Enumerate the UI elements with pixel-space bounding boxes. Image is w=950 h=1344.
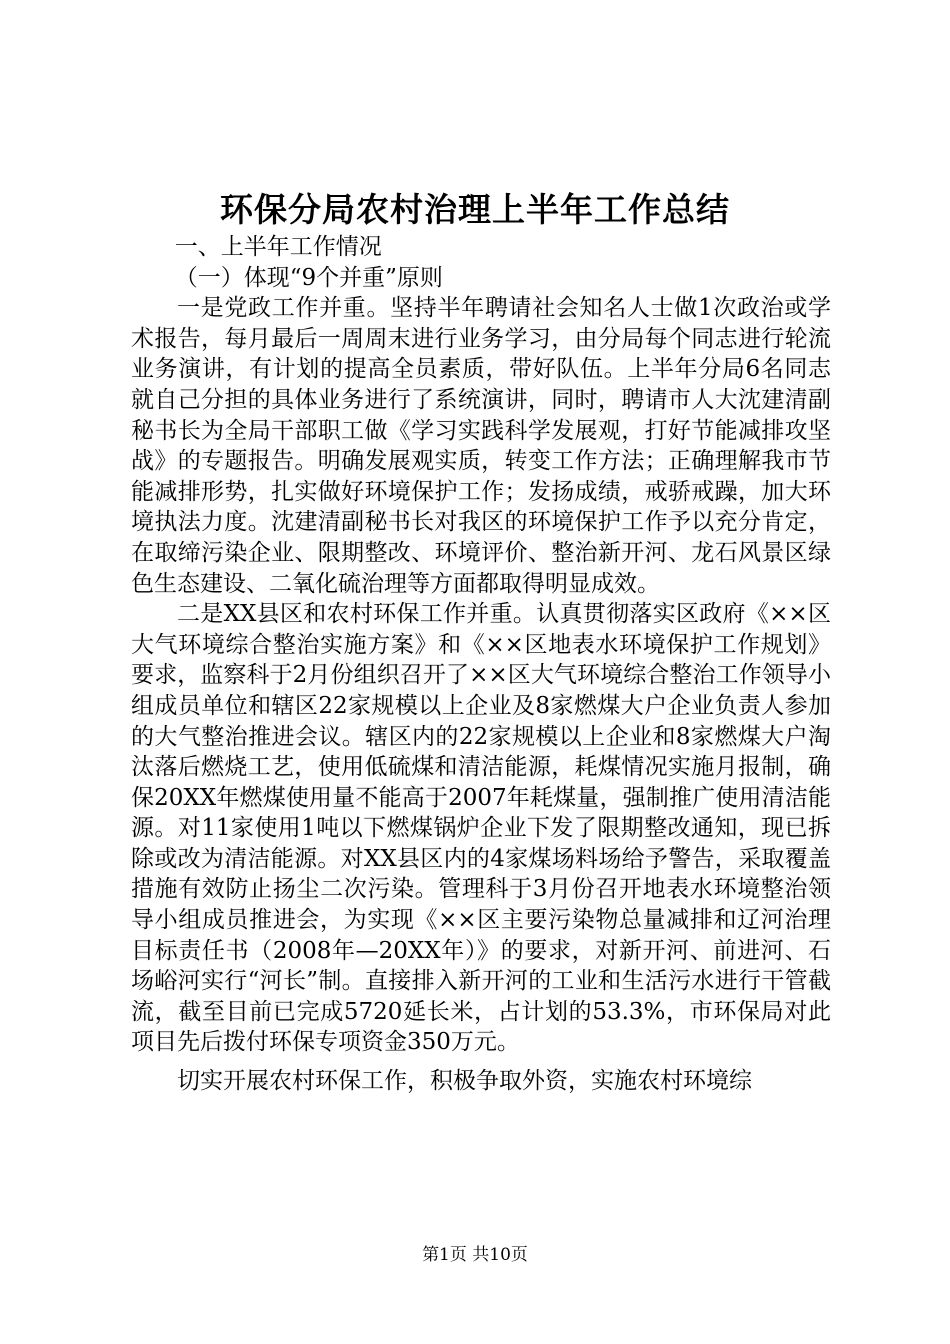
paragraph-rural-environment: 切实开展农村环保工作，积极争取外资，实施农村环境综 [177, 1068, 752, 1095]
paragraph-urban-rural-work: 二是XX县区和农村环保工作并重。认真贯彻落实区政府《××区大气环境综合整治实施方案》和《××区地表水环境保护工作规划》要求，监察科于2月份组织召开了××区大气环境综合整治工作领导小组成员单位和辖区22家规模以上企业及8家燃煤大户企业负责人参加的大气整治推进会议。辖区内的22家规模以上企业和8家燃煤大户淘汰落后燃烧工艺，使用低硫煤和清洁能源，耗煤情况实施月报制，确保20XX年燃煤使用量不能高于2007年耗煤量，强制推广使用清洁能源。对11家使用1吨以下燃煤锅炉企业下发了限期整改通知，现已拆除或改为清洁能源。对XX县区内的4家煤场料场给予警告，采取覆盖措施有效防止扬尘二次污染。管理科于3月份召开地表水环境整治领导小组成员推进会，为实现《××区主要污染物总量减排和辽河治理目标责任书（2008年—20XX年）》的要求，对新开河、前进河、石场峪河实行“河长”制。直接排入新开河的工业和生活污水进行干管截流，截至目前已完成5720延长米，占计划的53.3%，市环保局对此项目先后拨付环保专项资金350万元。 [131, 601, 831, 1056]
paragraph-party-work: 一是党政工作并重。坚持半年聘请社会知名人士做1次政治或学术报告，每月最后一周周末进行业务学习，由分局每个同志进行轮流业务演讲，有计划的提高全员素质，带好队伍。上半年分局6名同志就自己分担的具体业务进行了系统演讲，同时，聘请市人大沈建清副秘书长为全局干部职工做《学习实践科学发展观，打好节能减排攻坚战》的专题报告。明确发展观实质，转变工作方法；正确理解我市节能减排形势，扎实做好环境保护工作；发扬成绩，戒骄戒躁，加大环境执法力度。沈建清副秘书长对我区的环境保护工作予以充分肯定，在取缔污染企业、限期整改、环境评价、整治新开河、龙石风景区绿色生态建设、二氧化硫治理等方面都取得明显成效。 [131, 295, 831, 597]
subsection-heading: （一）体现“9个并重”原则 [174, 264, 443, 291]
page-footer: 第1页 共10页 [422, 1245, 528, 1265]
section-heading: 一、上半年工作情况 [174, 234, 382, 260]
document-body [131, 232, 831, 1097]
document-title: 环保分局农村治理上半年工作总结 [220, 190, 730, 229]
